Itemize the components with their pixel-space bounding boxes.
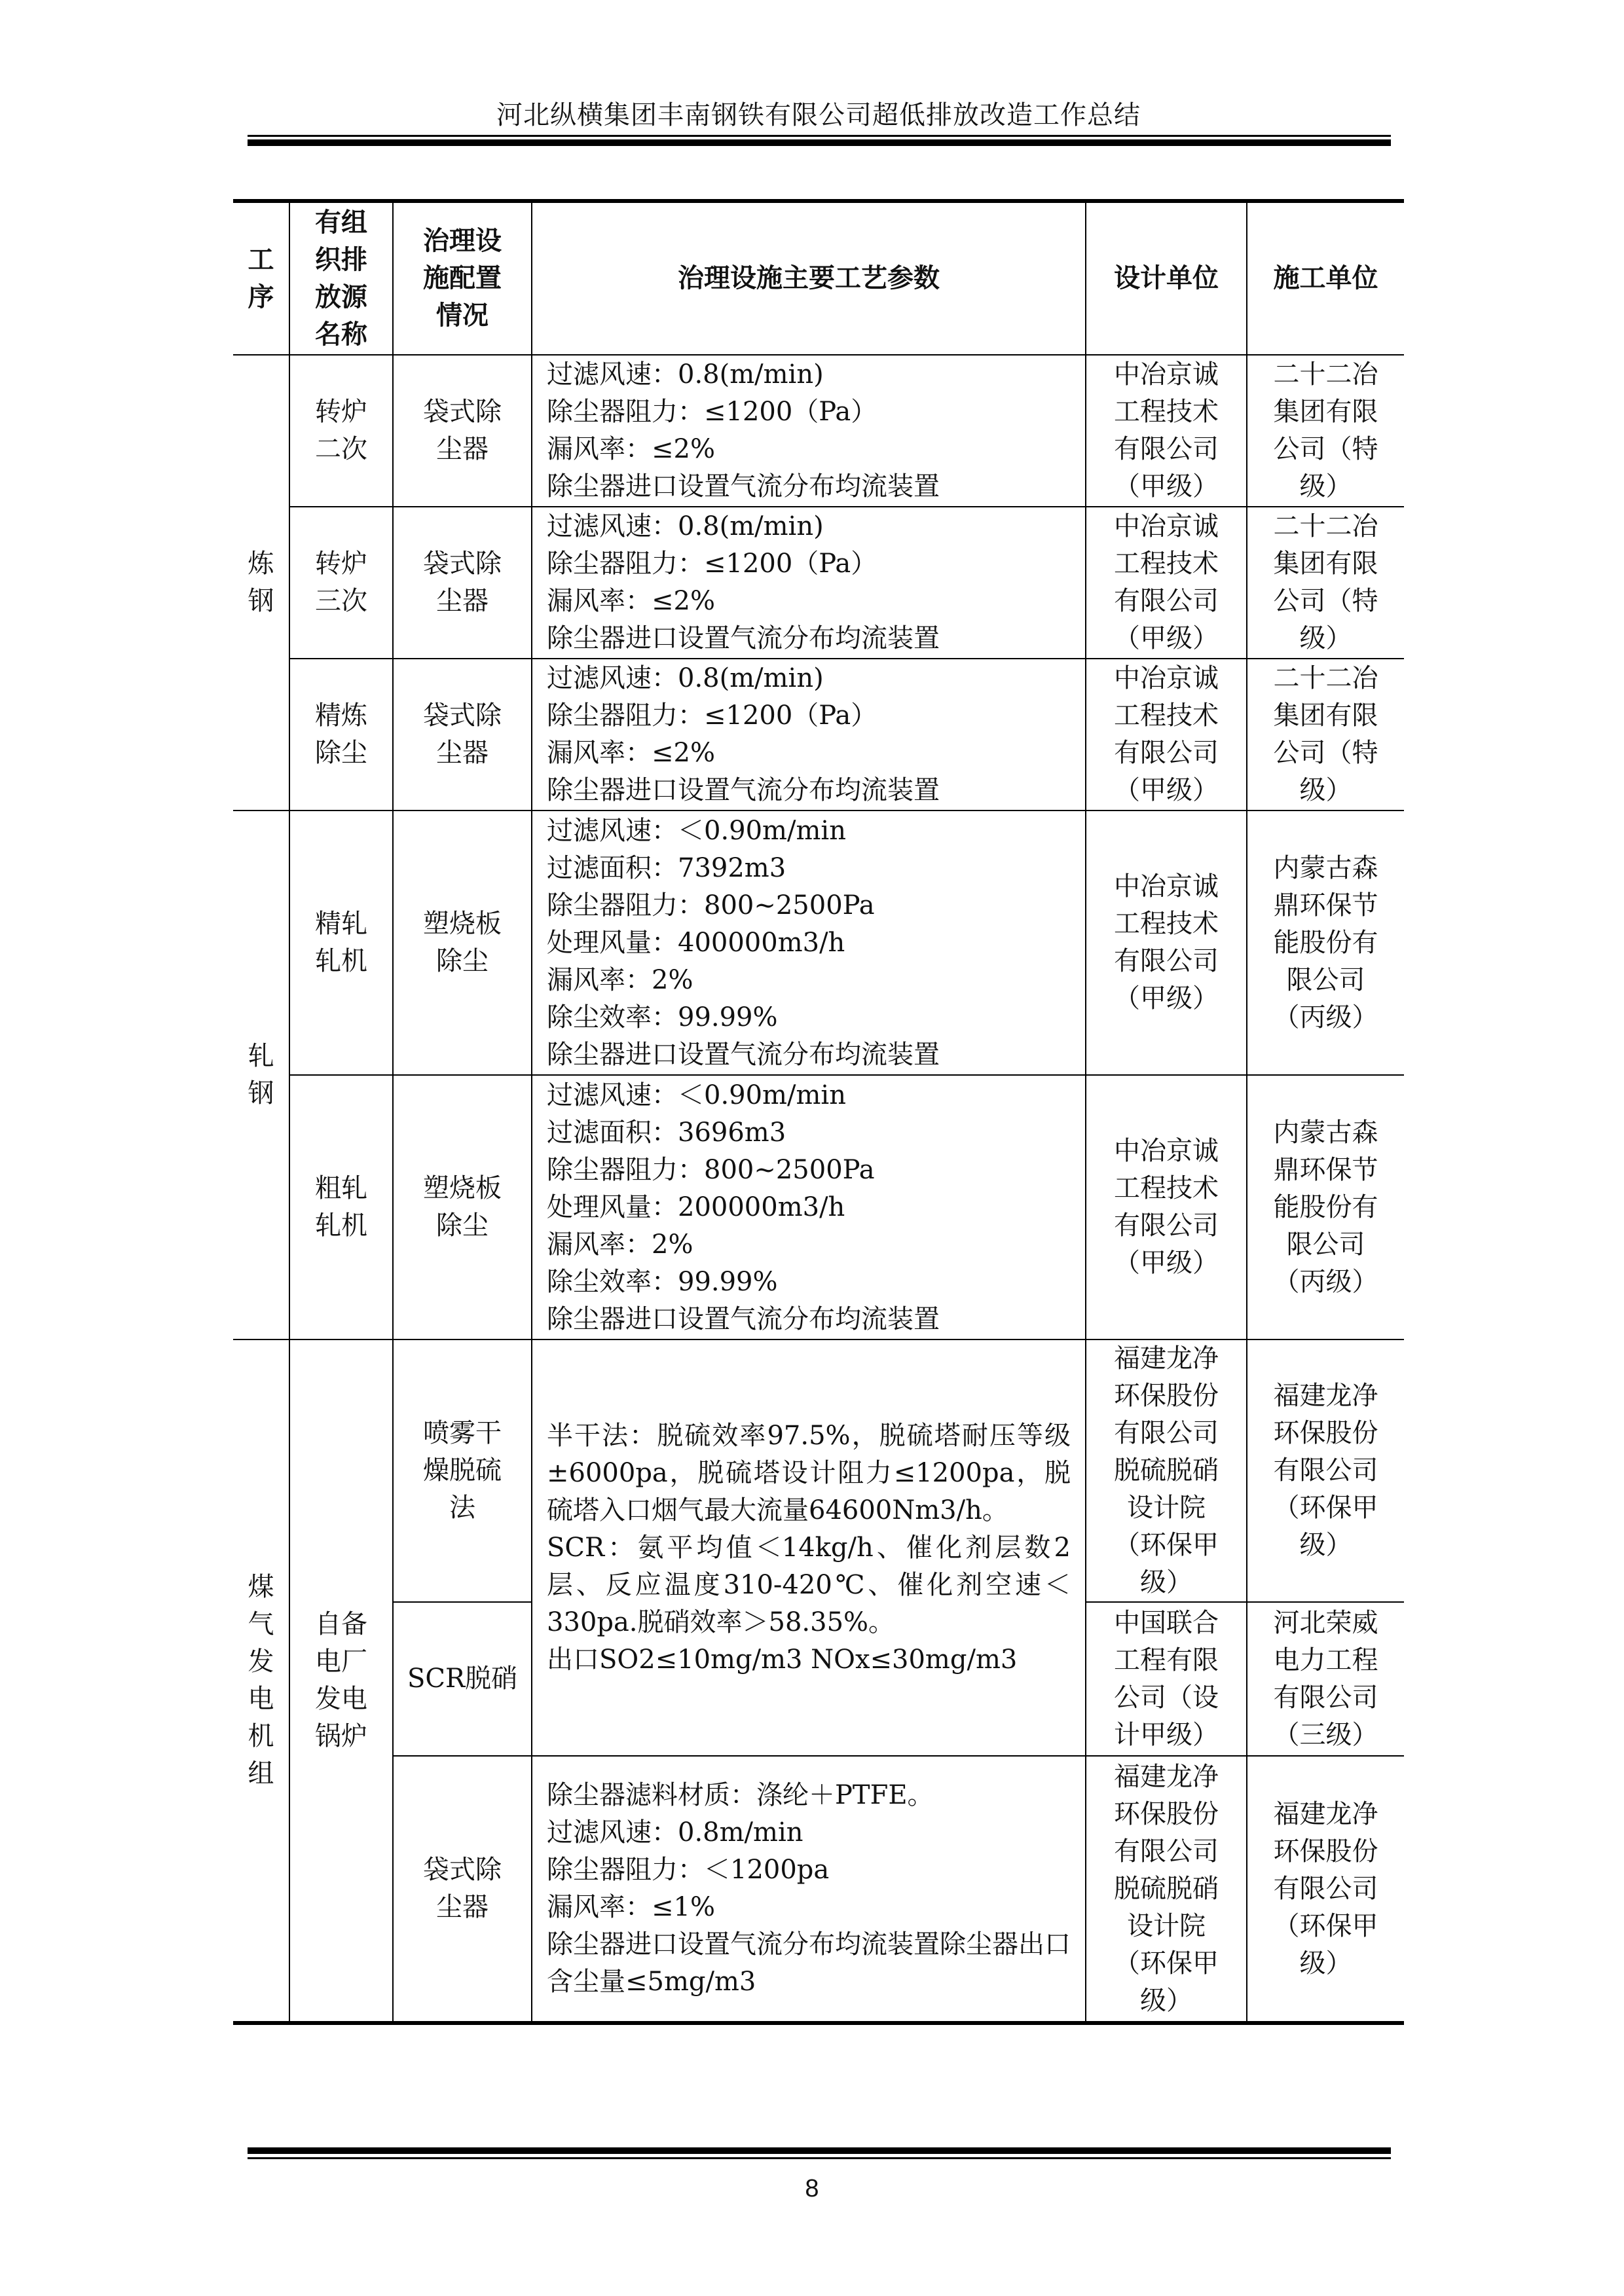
source-cell: 精轧 轧机 <box>289 811 393 1075</box>
emission-control-table <box>233 199 1404 2025</box>
header-rule-thin <box>248 135 1391 137</box>
table-row <box>233 659 1404 811</box>
source-cell: 转炉 二次 <box>289 355 393 507</box>
builder-cell: 内蒙古森 鼎环保节 能股份有 限公司 （丙级） <box>1247 811 1404 1075</box>
builder-cell: 内蒙古森 鼎环保节 能股份有 限公司 （丙级） <box>1247 1075 1404 1339</box>
params-cell: 过滤风速：0.8(m/min) 除尘器阻力：≤1200（Pa） 漏风率：≤2% 除尘器进口设置气流分布均流装置 <box>532 355 1086 507</box>
page-number: 8 <box>805 2175 819 2202</box>
params-cell: 过滤风速：0.8(m/min) 除尘器阻力：≤1200（Pa） 漏风率：≤2% 除尘器进口设置气流分布均流装置 <box>532 659 1086 811</box>
table-row <box>233 1756 1404 2023</box>
builder-cell: 二十二冶 集团有限 公司（特 级） <box>1247 355 1404 507</box>
header-params: 治理设施主要工艺参数 <box>532 201 1086 355</box>
footer-rule-thick <box>248 2147 1391 2154</box>
designer-cell: 中国联合 工程有限 公司（设 计甲级） <box>1086 1602 1247 1756</box>
source-cell-boiler: 自备 电厂 发电 锅炉 <box>289 1339 393 2023</box>
source-cell: 粗轧 轧机 <box>289 1075 393 1339</box>
table-row <box>233 1339 1404 1602</box>
params-cell-shared: 半干法：脱硫效率97.5%，脱硫塔耐压等级±6000pa，脱硫塔设计阻力≤1200pa，脱硫塔入口烟气最大流量64600Nm3/h。 SCR：氨平均值＜14kg/h、催化剂层数2层、反应温度310-420℃、催化剂空速＜330pa.脱硝效率＞58.35%。 出口SO2≤10mg/m3 NOx≤30mg/m3 <box>532 1339 1086 1756</box>
designer-cell: 福建龙净 环保股份 有限公司 脱硫脱硝 设计院 （环保甲 级） <box>1086 1339 1247 1602</box>
builder-cell: 福建龙净 环保股份 有限公司 （环保甲 级） <box>1247 1339 1404 1602</box>
designer-cell: 中冶京诚 工程技术 有限公司 （甲级） <box>1086 355 1247 507</box>
designer-cell: 中冶京诚 工程技术 有限公司 （甲级） <box>1086 811 1247 1075</box>
table-row <box>233 355 1404 507</box>
params-cell: 过滤风速：＜0.90m/min 过滤面积：3696m3 除尘器阻力：800~2500Pa 处理风量：200000m3/h 漏风率：2% 除尘效率：99.99% 除尘器进口设置气流分布均流装置 <box>532 1075 1086 1339</box>
facility-cell: SCR脱硝 <box>393 1602 532 1756</box>
source-cell: 转炉 三次 <box>289 507 393 659</box>
facility-cell: 袋式除 尘器 <box>393 659 532 811</box>
header-facility: 治理设 施配置 情况 <box>393 201 532 355</box>
table-row <box>233 811 1404 1075</box>
params-cell: 除尘器滤料材质：涤纶＋PTFE。 过滤风速：0.8m/min 除尘器阻力：＜1200pa 漏风率：≤1% 除尘器进口设置气流分布均流装置除尘器出口含尘量≤5mg/m3 <box>532 1756 1086 2023</box>
designer-cell: 福建龙净 环保股份 有限公司 脱硫脱硝 设计院 （环保甲 级） <box>1086 1756 1247 2023</box>
builder-cell: 河北荣威 电力工程 有限公司 （三级） <box>1247 1602 1404 1756</box>
designer-cell: 中冶京诚 工程技术 有限公司 （甲级） <box>1086 1075 1247 1339</box>
header-rule-thick <box>248 139 1391 146</box>
facility-cell: 塑烧板 除尘 <box>393 811 532 1075</box>
builder-cell: 二十二冶 集团有限 公司（特 级） <box>1247 659 1404 811</box>
source-cell: 精炼 除尘 <box>289 659 393 811</box>
facility-cell: 袋式除 尘器 <box>393 355 532 507</box>
table-row <box>233 1075 1404 1339</box>
process-cell-steelmaking: 炼 钢 <box>233 355 289 811</box>
header-source: 有组 织排 放源 名称 <box>289 201 393 355</box>
facility-cell: 袋式除 尘器 <box>393 1756 532 2023</box>
header-builder: 施工单位 <box>1247 201 1404 355</box>
designer-cell: 中冶京诚 工程技术 有限公司 （甲级） <box>1086 507 1247 659</box>
facility-cell: 喷雾干 燥脱硫 法 <box>393 1339 532 1602</box>
params-cell: 过滤风速：0.8(m/min) 除尘器阻力：≤1200（Pa） 漏风率：≤2% 除尘器进口设置气流分布均流装置 <box>532 507 1086 659</box>
builder-cell: 二十二冶 集团有限 公司（特 级） <box>1247 507 1404 659</box>
params-cell: 过滤风速：＜0.90m/min 过滤面积：7392m3 除尘器阻力：800~2500Pa 处理风量：400000m3/h 漏风率：2% 除尘效率：99.99% 除尘器进口设置气流分布均流装置 <box>532 811 1086 1075</box>
designer-cell: 中冶京诚 工程技术 有限公司 （甲级） <box>1086 659 1247 811</box>
facility-cell: 塑烧板 除尘 <box>393 1075 532 1339</box>
page-header-title: 河北纵横集团丰南钢铁有限公司超低排放改造工作总结 <box>496 100 1141 130</box>
header-designer: 设计单位 <box>1086 201 1247 355</box>
header-process: 工 序 <box>233 201 289 355</box>
process-cell-gas-power: 煤 气 发 电 机 组 <box>233 1339 289 2023</box>
facility-cell: 袋式除 尘器 <box>393 507 532 659</box>
builder-cell: 福建龙净 环保股份 有限公司 （环保甲 级） <box>1247 1756 1404 2023</box>
table-row <box>233 507 1404 659</box>
table-header-row <box>233 201 1404 355</box>
footer-rule-thin <box>248 2157 1391 2159</box>
process-cell-rolling: 轧 钢 <box>233 811 289 1339</box>
